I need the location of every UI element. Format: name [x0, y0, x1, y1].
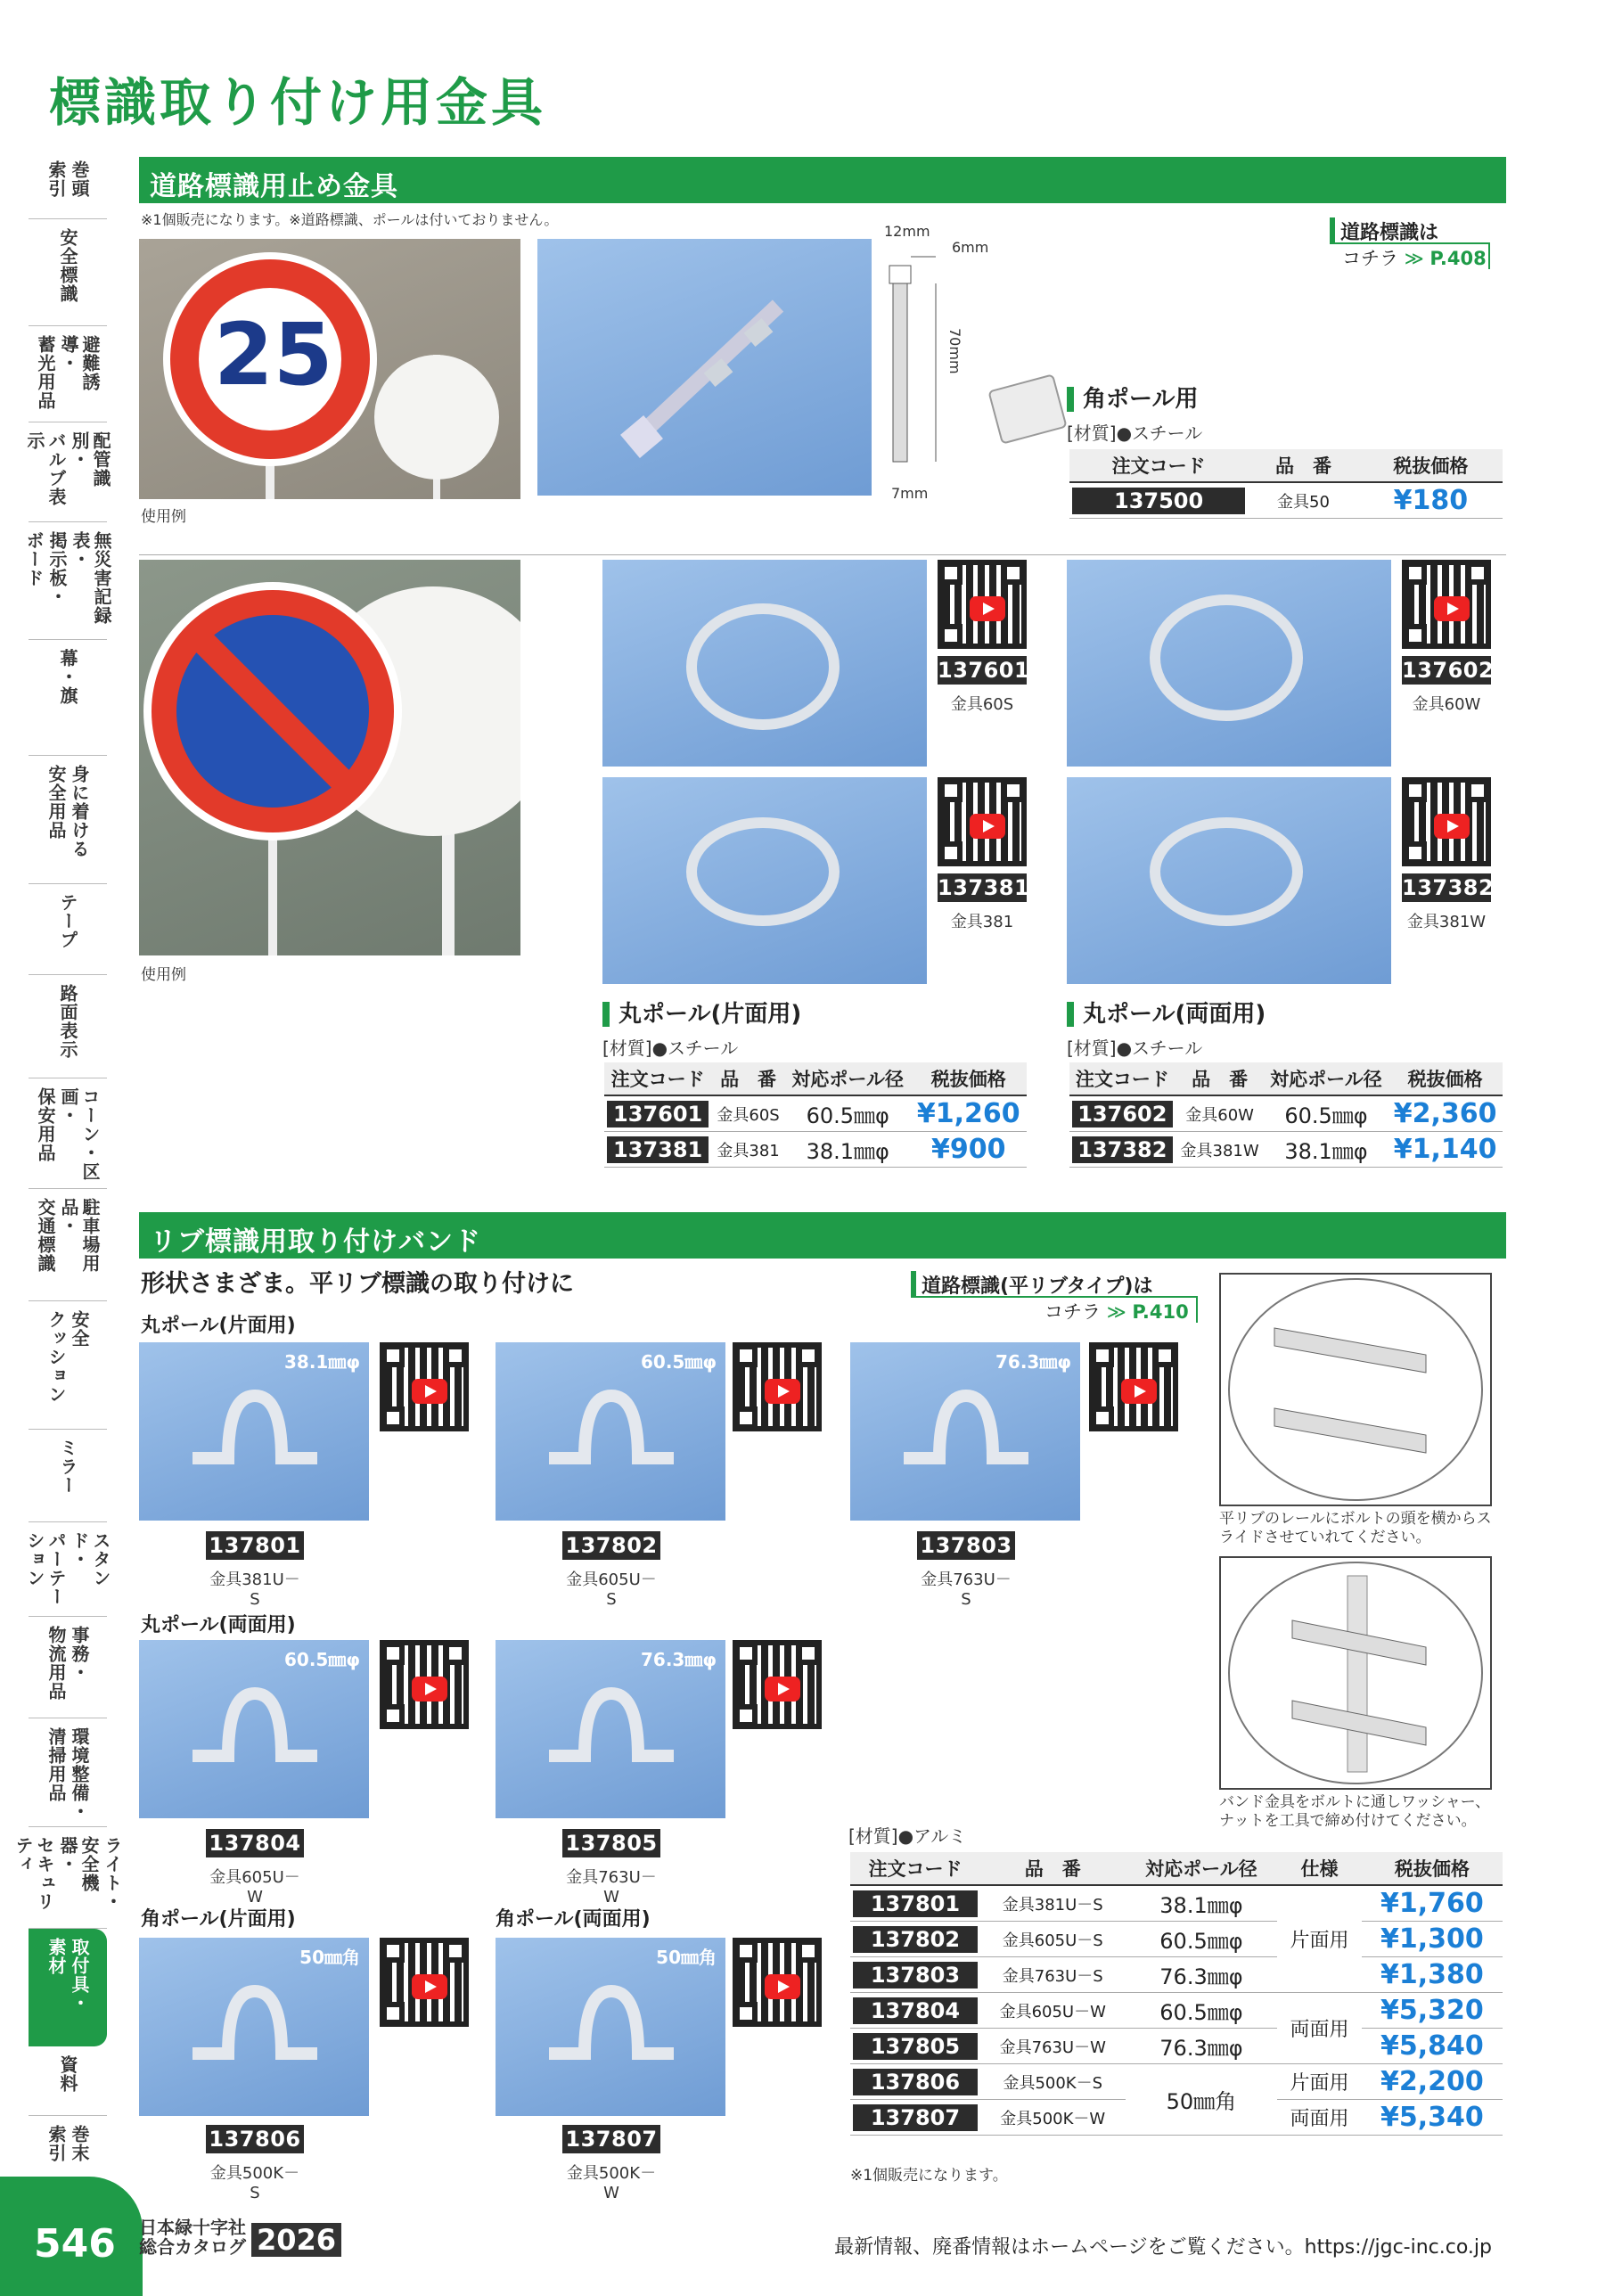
catalog-label: [139, 2218, 341, 2257]
table-row: [1069, 1132, 1503, 1168]
photo-137801: [139, 1342, 369, 1521]
side-tab[interactable]: [29, 2046, 107, 2116]
ref-page: P.410: [1132, 1301, 1189, 1323]
price: ¥5,340: [1362, 2100, 1503, 2136]
youtube-play-icon: [765, 1379, 800, 1404]
side-tab[interactable]: [24, 422, 111, 522]
pole-size-label: 38.1㎜φ: [284, 1351, 360, 1373]
part-number: 金具605U－S: [980, 1922, 1126, 1957]
section-title: リブ標識用取り付けバンド: [150, 1226, 481, 1258]
diagram-caption: バンド金具をボルトに通しワッシャー、ナットを工具で締め付けてください。: [1219, 1793, 1491, 1830]
arrow-icon: ≫: [1106, 1301, 1126, 1323]
pole-diameter: 60.5㎜φ: [1265, 1095, 1389, 1132]
order-code: 137382: [1072, 1136, 1173, 1163]
side-tab-label: 素材: [45, 1938, 67, 1975]
table-row: [850, 1993, 1503, 2029]
usage-photo-speed-sign: [139, 239, 520, 499]
part-number: 金具60S: [950, 695, 1014, 714]
pole-size-label: 60.5㎜φ: [284, 1649, 360, 1670]
heading-round-pole-double: 丸ポール(両面用): [1067, 1002, 1266, 1027]
order-code: 137805: [853, 2033, 978, 2060]
qr-code-icon[interactable]: [938, 777, 1027, 866]
order-code-badge: 137802: [562, 1531, 660, 1560]
heading-square-pole: 角ポール用: [1067, 387, 1198, 412]
price: ¥5,320: [1362, 1993, 1503, 2029]
part-number: 金具381: [711, 1132, 785, 1168]
price: ¥900: [911, 1132, 1027, 1168]
ref-page: P.408: [1429, 248, 1487, 269]
price: ¥1,380: [1362, 1957, 1503, 1993]
ref-label: コチラ: [1044, 1301, 1101, 1323]
section-header-road-sign-fittings: [139, 157, 1506, 203]
youtube-play-icon: [1434, 814, 1470, 839]
spec: 片面用: [1277, 1885, 1362, 1993]
table-row: [604, 1132, 1027, 1168]
youtube-play-icon: [970, 814, 1005, 839]
side-tab-label: 交通標識: [35, 1198, 56, 1273]
side-tab-label: 避難誘導・: [58, 335, 101, 391]
order-code: 137807: [853, 2104, 978, 2131]
spec: 両面用: [1277, 2100, 1362, 2136]
price: ¥2,360: [1388, 1095, 1503, 1132]
square-fitting-illustration: [987, 373, 1067, 445]
qr-code-icon[interactable]: [938, 560, 1027, 649]
photo-137802: [496, 1342, 725, 1521]
catalog-name: 総合カタログ: [139, 2236, 246, 2258]
side-tab-label: 物流用品: [45, 1626, 67, 1701]
price: ¥1,760: [1362, 1885, 1503, 1922]
dim-thread: 7mm: [891, 485, 929, 502]
table-header: 注文コード: [850, 1852, 980, 1885]
reference-box-road-signs[interactable]: [1330, 217, 1490, 271]
table-row: [850, 1957, 1503, 1993]
side-tab-label: 幕・旗: [57, 649, 78, 705]
side-tab-label: テープ: [57, 893, 78, 949]
section-title: 道路標識用止め金具: [150, 171, 398, 202]
side-tab[interactable]: [29, 640, 107, 756]
side-tab-label: パーテーション: [24, 1531, 67, 1606]
side-tab[interactable]: [29, 884, 107, 975]
side-tab-label: コーン・区画・: [58, 1087, 101, 1181]
reference-box-rib-signs[interactable]: [911, 1271, 1198, 1326]
side-tab[interactable]: [29, 975, 107, 1078]
price-table-round-single: [604, 1062, 1027, 1168]
side-tab[interactable]: [29, 219, 107, 326]
material: [材質]●スチール: [602, 1037, 739, 1059]
pole-diameter: 60.5㎜φ: [1126, 1993, 1278, 2029]
side-tab-label: ミラー: [57, 1439, 78, 1495]
qr-code-icon[interactable]: [1089, 1342, 1178, 1431]
pole-diameter: 76.3㎜φ: [1126, 2029, 1278, 2064]
photo-bolt: [537, 239, 872, 496]
side-tab[interactable]: [24, 1522, 111, 1617]
order-code: 137801: [853, 1890, 978, 1917]
qr-code-icon[interactable]: [1402, 560, 1491, 649]
table-header: 対応ポール径: [785, 1062, 911, 1095]
side-tab-label: 索引: [45, 2125, 67, 2162]
part-number: 金具50: [1248, 482, 1358, 519]
page-title: 標識取り付け用金具: [49, 72, 547, 133]
part-number: 金具763U－W: [980, 2029, 1126, 2064]
part-number: 金具605U－W: [980, 1993, 1126, 2029]
order-code-badge: 137804: [206, 1829, 304, 1857]
group-heading: 角ポール(両面用): [496, 1908, 651, 1931]
order-code: 137802: [853, 1926, 978, 1953]
side-tab-label: 資料: [57, 2055, 78, 2093]
side-tab-label: 巻末: [69, 2125, 90, 2162]
price: ¥1,140: [1388, 1132, 1503, 1168]
arrow-icon: ≫: [1404, 248, 1424, 269]
side-tab-label: 身に着ける: [69, 765, 90, 858]
part-number: 金具605U－S: [566, 1570, 657, 1609]
table-header: 税抜価格: [911, 1062, 1027, 1095]
side-tab-label: 安全: [69, 1310, 90, 1348]
table-row: [850, 2064, 1503, 2100]
order-code-badge: 137381: [938, 875, 1030, 900]
table-note: ※1個販売になります。: [850, 2167, 1008, 2185]
table-row: [850, 1922, 1503, 1957]
part-number: 金具763U－S: [980, 1957, 1126, 1993]
side-tab-label: 配管識別・: [69, 431, 111, 488]
table-header: 対応ポール径: [1265, 1062, 1389, 1095]
side-tab-label: 巻頭: [69, 160, 90, 198]
part-number: 金具500K－S: [980, 2064, 1126, 2100]
material: [材質]●スチール: [1067, 422, 1203, 444]
group-heading: 丸ポール(両面用): [141, 1614, 296, 1636]
material: [材質]●アルミ: [848, 1825, 967, 1847]
price-table-rib-bands: [850, 1852, 1503, 2136]
order-code: 137601: [607, 1101, 709, 1128]
order-code: 137500: [1072, 488, 1245, 514]
spec: 片面用: [1277, 2064, 1362, 2100]
note: ※1個販売になります。※道路標識、ポールは付いておりません。: [141, 211, 559, 228]
order-code: 137602: [1072, 1101, 1173, 1128]
side-tab-label: スタンド・: [69, 1531, 111, 1587]
group-heading: 角ポール(片面用): [141, 1908, 296, 1931]
side-tab-label: 事務・: [69, 1626, 90, 1682]
photo-137804: [139, 1640, 369, 1818]
price: ¥1,300: [1362, 1922, 1503, 1957]
price: ¥180: [1359, 482, 1503, 519]
dim-width: 6mm: [952, 239, 989, 256]
side-tab[interactable]: [29, 1929, 107, 2046]
side-tab[interactable]: [29, 1301, 107, 1430]
usage-caption: 使用例: [141, 966, 186, 984]
side-tab[interactable]: [29, 1617, 107, 1718]
diagram-caption: 平リブのレールにボルトの頭を横からスライドさせていれてください。: [1219, 1510, 1492, 1546]
pole-diameter: 38.1㎜φ: [1265, 1132, 1389, 1168]
order-code: 137806: [853, 2069, 978, 2095]
diagram-band-fastening: [1219, 1556, 1492, 1790]
qr-code-icon[interactable]: [733, 1342, 822, 1431]
page-number: 546: [0, 2177, 143, 2296]
youtube-play-icon: [1434, 596, 1470, 621]
table-header: 品 番: [980, 1852, 1126, 1885]
youtube-play-icon: [765, 1974, 800, 1999]
section-header-rib-sign-bands: [139, 1212, 1506, 1259]
photo-137807: [496, 1938, 725, 2116]
side-tab-label: クッション: [45, 1310, 67, 1404]
side-tab[interactable]: [29, 1430, 107, 1522]
part-number: 金具500K－W: [566, 2164, 657, 2202]
table-header: 品 番: [711, 1062, 785, 1095]
th-part: 品 番: [1248, 449, 1358, 482]
side-tab[interactable]: [29, 1078, 107, 1189]
table-header: 対応ポール径: [1126, 1852, 1278, 1885]
lead-text: 形状さまざま。平リブ標識の取り付けに: [141, 1270, 574, 1298]
part-number: 金具500K－W: [980, 2100, 1126, 2136]
price: ¥1,260: [911, 1095, 1027, 1132]
table-header: 注文コード: [1069, 1062, 1176, 1095]
table-row: [604, 1095, 1027, 1132]
table-row: [850, 1885, 1503, 1922]
side-tab[interactable]: [29, 1189, 107, 1301]
order-code-badge: 137806: [206, 2125, 304, 2153]
qr-code-icon[interactable]: [733, 1640, 822, 1729]
price: ¥5,840: [1362, 2029, 1503, 2064]
band-fastening-illustration: [1221, 1558, 1490, 1788]
part-number: 金具381W: [1406, 913, 1487, 931]
bolt-dimension-drawing: [882, 221, 989, 506]
side-tab-label: 環境整備・: [69, 1727, 90, 1821]
side-tab-label: 掲示板・: [46, 531, 68, 606]
diagram-rail-slide: [1219, 1273, 1492, 1506]
side-tab[interactable]: [12, 1827, 123, 1929]
side-tab-label: 安全標識: [57, 228, 78, 303]
side-tab-label: 取付具・: [69, 1938, 90, 2013]
side-tab-label: ボード: [23, 531, 45, 587]
group-heading: 丸ポール(片面用): [141, 1315, 296, 1337]
rail-slide-illustration: [1221, 1275, 1490, 1505]
table-header: 税抜価格: [1362, 1852, 1503, 1885]
qr-code-icon[interactable]: [380, 1938, 469, 2027]
youtube-play-icon: [970, 596, 1005, 621]
heading-round-pole-single: 丸ポール(片面用): [602, 1002, 801, 1027]
th-code: 注文コード: [1069, 449, 1248, 482]
photo-137806: [139, 1938, 369, 2116]
side-tab-label: 安全用品: [45, 765, 67, 840]
side-tab-label: セキュリティ: [12, 1836, 55, 1911]
pole-size-label: 76.3㎜φ: [995, 1351, 1071, 1373]
catalog-publisher: 日本緑十字社: [139, 2217, 246, 2238]
youtube-play-icon: [1121, 1379, 1157, 1404]
dimension-lines: [882, 221, 989, 506]
table-header: 品 番: [1176, 1062, 1265, 1095]
order-code-badge: 137601: [938, 658, 1030, 683]
side-tab-label: 駐車場用品・: [58, 1198, 101, 1273]
bolt-illustration: [537, 239, 872, 496]
qr-code-icon[interactable]: [380, 1640, 469, 1729]
side-tab[interactable]: [23, 522, 112, 640]
order-code-badge: 137801: [206, 1531, 304, 1560]
order-code-badge: 137382: [1402, 875, 1495, 900]
order-code: 137803: [853, 1962, 978, 1988]
dim-head: 12mm: [884, 223, 930, 240]
footer-website-note[interactable]: 最新情報、廃番情報はホームページをご覧ください。https://jgc-inc.co.jp: [834, 2236, 1492, 2259]
price: ¥2,200: [1362, 2064, 1503, 2100]
ref-title: 道路標識は: [1330, 217, 1490, 242]
part-number: 金具763U－W: [566, 1868, 657, 1906]
part-number: 金具381U－S: [209, 1570, 300, 1609]
dim-length: 70mm: [946, 328, 963, 374]
pole-size-label: 60.5㎜φ: [641, 1351, 717, 1373]
side-tab-label: ライト・: [102, 1836, 123, 1911]
table-header: 注文コード: [604, 1062, 711, 1095]
pole-diameter: 76.3㎜φ: [1126, 1957, 1278, 1993]
photo-137805: [496, 1640, 725, 1818]
side-tab-label: 清掃用品: [45, 1727, 67, 1802]
pole-diameter: 60.5㎜φ: [785, 1095, 911, 1132]
qr-code-icon[interactable]: [733, 1938, 822, 2027]
part-number: 金具500K－S: [209, 2164, 300, 2202]
side-tab-label: 保安用品: [35, 1087, 56, 1162]
sign-number: 25: [214, 305, 333, 405]
side-tab[interactable]: [29, 1718, 107, 1827]
part-number: 金具60W: [1412, 695, 1481, 714]
pole-diameter: 38.1㎜φ: [1126, 1885, 1278, 1922]
usage-caption: 使用例: [141, 508, 186, 526]
spec: 両面用: [1277, 1993, 1362, 2064]
ref-label: コチラ: [1342, 248, 1398, 269]
side-tab-label: 安全機器・: [57, 1836, 100, 1892]
part-number: 金具381: [950, 913, 1014, 931]
table-row: [850, 2029, 1503, 2064]
side-tab[interactable]: [29, 326, 107, 422]
price-table-square-pole: [1069, 449, 1503, 519]
order-code: 137381: [607, 1136, 709, 1163]
part-number: 金具763U－S: [921, 1570, 1012, 1609]
youtube-play-icon: [765, 1677, 800, 1702]
table-header: 税抜価格: [1388, 1062, 1503, 1095]
pole-size-label: 50㎜角: [656, 1947, 717, 1968]
order-code-badge: 137805: [562, 1829, 660, 1857]
ref-title: 道路標識(平リブタイプ)は: [911, 1271, 1198, 1296]
youtube-play-icon: [412, 1379, 447, 1404]
part-number: 金具60S: [711, 1095, 785, 1132]
side-tab[interactable]: [29, 152, 107, 219]
part-number: 金具381W: [1176, 1132, 1265, 1168]
material: [材質]●スチール: [1067, 1037, 1203, 1059]
price-table-round-double: [1069, 1062, 1503, 1168]
part-number: 金具381U－S: [980, 1885, 1126, 1922]
th-price: 税抜価格: [1359, 449, 1503, 482]
order-code: 137804: [853, 1997, 978, 2024]
order-code-badge: 137803: [917, 1531, 1015, 1560]
table-row: [1069, 1095, 1503, 1132]
side-tab-label: 索引: [45, 160, 67, 198]
side-tab-label: 無災害記録表・: [70, 531, 112, 625]
youtube-play-icon: [412, 1974, 447, 1999]
part-number: 金具60W: [1176, 1095, 1265, 1132]
divider: [139, 554, 1506, 555]
side-tab-label: 蓄光用品: [35, 335, 56, 410]
order-code-badge: 137807: [562, 2125, 660, 2153]
pole-diameter: 38.1㎜φ: [785, 1132, 911, 1168]
side-tab[interactable]: [29, 756, 107, 884]
side-tab[interactable]: [29, 2116, 107, 2184]
order-code-badge: 137602: [1402, 658, 1495, 683]
qr-code-icon[interactable]: [380, 1342, 469, 1431]
no-parking-sign-illustration: [139, 560, 520, 955]
side-tab-label: バルブ表示: [24, 431, 67, 506]
part-number: 金具605U－W: [209, 1868, 300, 1906]
pole-size-label: 76.3㎜φ: [641, 1649, 717, 1670]
table-header: 仕様: [1277, 1852, 1362, 1885]
side-tab-label: 路面表示: [57, 984, 78, 1059]
qr-code-icon[interactable]: [1402, 777, 1491, 866]
pole-diameter: 60.5㎜φ: [1126, 1922, 1278, 1957]
usage-photo-no-parking-sign: [139, 560, 520, 955]
table-row: [1069, 482, 1503, 519]
pole-size: 50㎜角: [1126, 2064, 1278, 2136]
youtube-play-icon: [412, 1677, 447, 1702]
photo-137803: [850, 1342, 1080, 1521]
catalog-year: 2026: [251, 2223, 341, 2257]
pole-size-label: 50㎜角: [299, 1947, 360, 1968]
